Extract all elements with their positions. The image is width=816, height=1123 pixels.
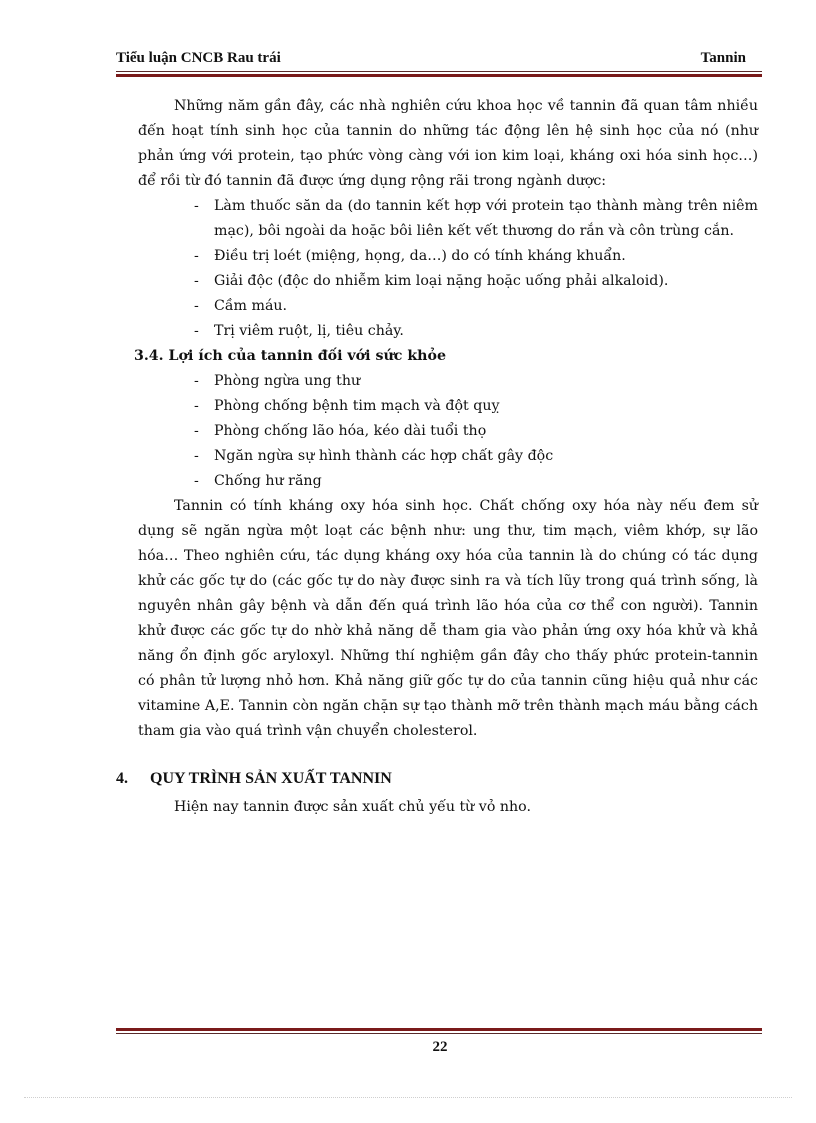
list-item: - Trị viêm ruột, lị, tiêu chảy. <box>194 319 758 344</box>
list-item: - Ngăn ngừa sự hình thành các hợp chất gây độc <box>194 444 758 469</box>
section-heading <box>116 766 758 791</box>
section-paragraph: Hiện nay tannin được sản xuất chủ yếu từ vỏ nho. <box>174 799 531 815</box>
section-title: QUY TRÌNH SẢN XUẤT TANNIN <box>150 770 392 787</box>
page-header <box>116 50 746 68</box>
header-rule-thick <box>116 74 762 77</box>
page-boundary-divider <box>24 1097 792 1098</box>
list-item: - Làm thuốc săn da (do tannin kết hợp với protein tạo thành màng trên niêm mạc), bôi ngoài da hoặc bôi liên kết vết thương do rắn và côn trùng cắn. <box>194 194 758 244</box>
list-item: - Phòng chống bệnh tim mạch và đột quỵ <box>194 394 758 419</box>
header-rule-thin <box>116 71 762 72</box>
list-item: - Giải độc (độc do nhiễm kim loại nặng hoặc uống phải alkaloid). <box>194 269 758 294</box>
benefits-list <box>138 369 758 494</box>
header-title: Tiểu luận CNCB Rau trái <box>116 50 281 66</box>
page-number: 22 <box>432 1039 448 1055</box>
header-topic: Tannin <box>700 50 746 66</box>
section-number: 4. <box>116 770 128 787</box>
subsection-heading: 3.4. Lợi ích của tannin đối với sức khỏe <box>134 348 446 364</box>
footer-rule-thin <box>116 1033 762 1034</box>
list-item: - Chống hư răng <box>194 469 758 494</box>
list-item: - Điều trị loét (miệng, họng, da…) do có tính kháng khuẩn. <box>194 244 758 269</box>
intro-paragraph: Những năm gần đây, các nhà nghiên cứu khoa học về tannin đã quan tâm nhiều đến hoạt tính sinh học của tannin do những tác động lên hệ sinh học của nó (như phản ứng với protein, tạo phức vòng càng với ion kim loại, kháng oxi hóa sinh học…) để rồi từ đó tannin đã được ứng dụng rộng rãi trong ngành dược: <box>138 98 758 189</box>
footer-rule-thick <box>116 1028 762 1031</box>
uses-list <box>138 194 758 344</box>
antioxidant-paragraph: Tannin có tính kháng oxy hóa sinh học. Chất chống oxy hóa này nếu đem sử dụng sẽ ngăn ngừa một loạt các bệnh như: ung thư, tim mạch, viêm khớp, sự lão hóa… Theo nghiên cứu, tác dụng kháng oxy hóa của tannin là do chúng có tác dụng khử các gốc tự do (các gốc tự do này được sinh ra và tích lũy trong quá trình sống, là nguyên nhân gây bệnh và dẫn đến quá trình lão hóa của cơ thể con người). Tannin khử được các gốc tự do nhờ khả năng dễ tham gia vào phản ứng oxy hóa khử và khả năng ổn định gốc aryloxyl. Những thí nghiệm gần đây cho thấy phức protein-tannin có phân tử lượng nhỏ hơn. Khả năng giữ gốc tự do của tannin cũng hiệu quả như các vitamine A,E. Tannin còn ngăn chặn sự tạo thành mỡ trên thành mạch máu bằng cách tham gia vào quá trình vận chuyển cholesterol. <box>138 498 758 739</box>
list-item: - Phòng ngừa ung thư <box>194 369 758 394</box>
list-item: - Cầm máu. <box>194 294 758 319</box>
page-content <box>116 94 758 820</box>
list-item: - Phòng chống lão hóa, kéo dài tuổi thọ <box>194 419 758 444</box>
